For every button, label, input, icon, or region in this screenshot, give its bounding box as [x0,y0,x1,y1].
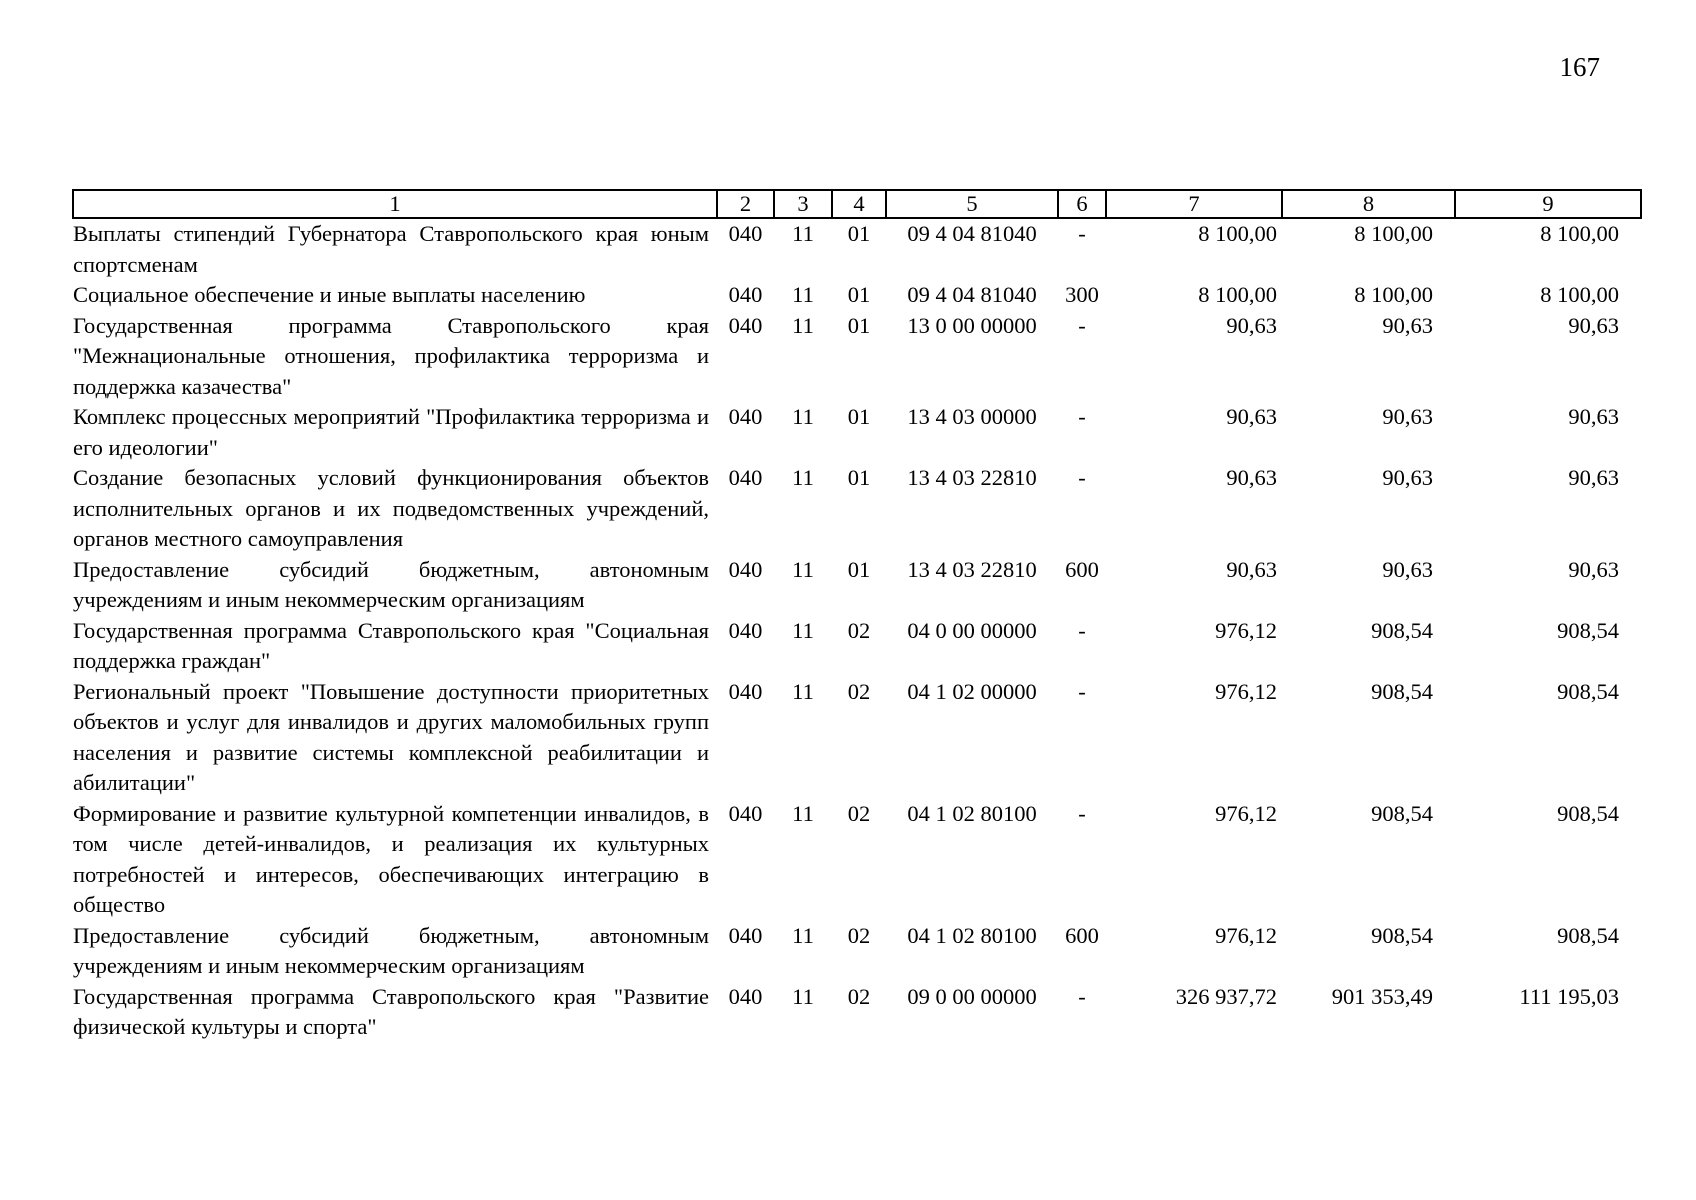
ved-cell: 040 [728,282,763,307]
amount-year2-cell: 908,54 [1371,617,1433,643]
expense-type-cell: - [1078,312,1086,338]
expense-type-cell: - [1078,678,1086,704]
table-row [73,921,1641,982]
page-number: 167 [1559,52,1600,82]
table-row [73,616,1641,677]
row-name-cell: Создание безопасных условий функционирования объектов исполнительных органов и их подведомственных учреждений, органов местного самоуправления [73,465,709,551]
table-row [73,463,1641,555]
header-cell: 2 [717,190,774,218]
target-article-cell: 13 4 03 22810 [907,465,1037,490]
amount-year1-cell: 90,63 [1226,465,1277,490]
amount-year3-cell: 90,63 [1568,465,1619,490]
header-cell: 6 [1058,190,1106,218]
ved-cell: 040 [728,922,763,948]
amount-year3-cell: 90,63 [1568,404,1619,429]
subsection-cell: 01 [847,282,871,307]
ved-cell: 040 [728,465,763,490]
table-body [73,218,1641,1043]
table-row [73,982,1641,1043]
header-cell: 8 [1282,190,1455,218]
table-header-row [73,190,1641,218]
row-name-cell: Формирование и развитие культурной компетенции инвалидов, в том числе детей-инвалидов, и реализация их культурных потребностей и интересов, обеспечивающих интеграцию в общество [73,800,709,917]
expense-type-cell: 600 [1065,556,1099,582]
target-article-cell: 09 0 00 00000 [907,983,1037,1009]
ved-cell: 040 [728,617,763,643]
amount-year3-cell: 90,63 [1568,312,1619,338]
table-row [73,555,1641,616]
amount-year3-cell: 8 100,00 [1540,282,1619,307]
header-cell: 3 [774,190,832,218]
row-name-cell: Комплекс процессных мероприятий "Профилактика терроризма и его идеологии" [73,404,709,460]
amount-year1-cell: 976,12 [1215,922,1277,948]
row-name-cell: Предоставление субсидий бюджетным, автономным учреждениям и иным некоммерческим организациям [73,922,709,978]
amount-year2-cell: 908,54 [1371,922,1433,948]
subsection-cell: 01 [847,221,871,246]
amount-year1-cell: 976,12 [1215,800,1277,826]
table-row [73,218,1641,280]
table-row [73,311,1641,403]
amount-year3-cell: 90,63 [1568,556,1619,582]
section-cell: 11 [792,922,814,948]
target-article-cell: 13 4 03 22810 [907,556,1037,582]
amount-year3-cell: 111 195,03 [1519,983,1619,1009]
row-name-cell: Государственная программа Ставропольского края "Развитие физической культуры и спорта" [73,983,709,1039]
amount-year2-cell: 908,54 [1371,678,1433,704]
header-cell: 9 [1455,190,1641,218]
expense-type-cell: - [1078,465,1086,490]
amount-year3-cell: 908,54 [1557,922,1619,948]
amount-year2-cell: 90,63 [1382,465,1433,490]
target-article-cell: 13 0 00 00000 [907,312,1037,338]
amount-year1-cell: 90,63 [1226,556,1277,582]
subsection-cell: 01 [847,312,871,338]
subsection-cell: 02 [847,617,871,643]
table-row [73,280,1641,311]
ved-cell: 040 [728,221,763,246]
header-cell: 5 [886,190,1058,218]
amount-year2-cell: 908,54 [1371,800,1433,826]
subsection-cell: 01 [847,465,871,490]
amount-year1-cell: 90,63 [1226,404,1277,429]
amount-year3-cell: 908,54 [1557,678,1619,704]
budget-table [72,189,1642,1043]
subsection-cell: 01 [847,556,871,582]
ved-cell: 040 [728,800,763,826]
table-row [73,799,1641,921]
amount-year1-cell: 976,12 [1215,617,1277,643]
subsection-cell: 01 [847,404,871,429]
subsection-cell: 02 [847,800,871,826]
section-cell: 11 [792,800,814,826]
table-row [73,677,1641,799]
expense-type-cell: - [1078,983,1086,1009]
ved-cell: 040 [728,404,763,429]
amount-year1-cell: 8 100,00 [1198,282,1277,307]
expense-type-cell: - [1078,800,1086,826]
amount-year2-cell: 90,63 [1382,404,1433,429]
target-article-cell: 09 4 04 81040 [907,282,1037,307]
amount-year1-cell: 8 100,00 [1198,221,1277,246]
amount-year2-cell: 90,63 [1382,556,1433,582]
amount-year2-cell: 90,63 [1382,312,1433,338]
row-name-cell: Предоставление субсидий бюджетным, автономным учреждениям и иным некоммерческим организациям [73,556,709,612]
section-cell: 11 [792,404,814,429]
target-article-cell: 04 1 02 80100 [907,800,1037,826]
section-cell: 11 [792,983,814,1009]
amount-year2-cell: 8 100,00 [1354,282,1433,307]
subsection-cell: 02 [847,983,871,1009]
amount-year2-cell: 901 353,49 [1331,983,1433,1009]
ved-cell: 040 [728,983,763,1009]
expense-type-cell: 300 [1065,282,1099,307]
amount-year2-cell: 8 100,00 [1354,221,1433,246]
section-cell: 11 [792,556,814,582]
expense-type-cell: - [1078,221,1086,246]
header-cell: 1 [73,190,717,218]
amount-year1-cell: 90,63 [1226,312,1277,338]
header-cell: 4 [832,190,886,218]
amount-year3-cell: 908,54 [1557,800,1619,826]
expense-type-cell: - [1078,404,1086,429]
amount-year3-cell: 8 100,00 [1540,221,1619,246]
ved-cell: 040 [728,556,763,582]
amount-year3-cell: 908,54 [1557,617,1619,643]
row-name-cell: Государственная программа Ставропольского края "Социальная поддержка граждан" [73,617,709,673]
target-article-cell: 04 0 00 00000 [907,617,1037,643]
ved-cell: 040 [728,678,763,704]
target-article-cell: 09 4 04 81040 [907,221,1037,246]
subsection-cell: 02 [847,922,871,948]
row-name-cell: Выплаты стипендий Губернатора Ставропольского края юным спортсменам [73,221,709,277]
row-name-cell: Социальное обеспечение и иные выплаты населению [73,282,586,307]
table-row [73,402,1641,463]
section-cell: 11 [792,465,814,490]
row-name-cell: Региональный проект "Повышение доступности приоритетных объектов и услуг для инвалидов и других маломобильных групп населения и развитие системы комплексной реабилитации и абилитации" [73,678,709,795]
ved-cell: 040 [728,312,763,338]
section-cell: 11 [792,312,814,338]
section-cell: 11 [792,282,814,307]
expense-type-cell: - [1078,617,1086,643]
target-article-cell: 04 1 02 00000 [907,678,1037,704]
subsection-cell: 02 [847,678,871,704]
section-cell: 11 [792,617,814,643]
section-cell: 11 [792,221,814,246]
target-article-cell: 13 4 03 00000 [907,404,1037,429]
target-article-cell: 04 1 02 80100 [907,922,1037,948]
amount-year1-cell: 976,12 [1215,678,1277,704]
section-cell: 11 [792,678,814,704]
amount-year1-cell: 326 937,72 [1175,983,1277,1009]
header-cell: 7 [1106,190,1282,218]
row-name-cell: Государственная программа Ставропольского края "Межнациональные отношения, профилактика терроризма и поддержка казачества" [73,312,709,399]
expense-type-cell: 600 [1065,922,1099,948]
